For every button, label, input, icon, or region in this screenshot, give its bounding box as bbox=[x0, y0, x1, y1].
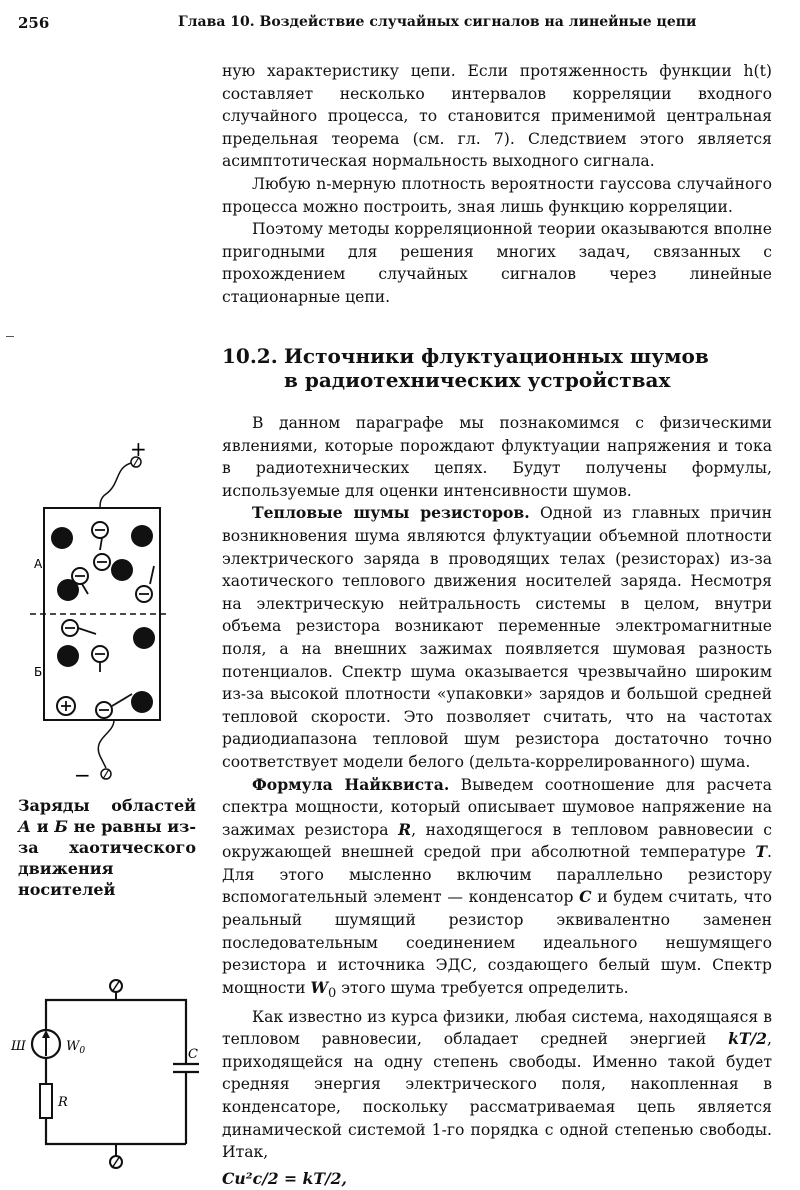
resistor-charges-figure bbox=[30, 438, 170, 788]
section-title-line-2: в радиотехнических устройствах bbox=[284, 368, 671, 392]
page-number: 256 bbox=[18, 14, 50, 32]
resistor-label: R bbox=[58, 1095, 68, 1110]
region-a-label: А bbox=[34, 557, 43, 571]
body-paragraph-4: Как известно из курса физики, любая система, находящаяся в тепловом равновесии, обладает средней энергией kT/2, приходящейся на одну степень свободы. Именно такой будет средняя энергия электрического поля, накопленная в конденсаторе, поскольку рассматриваемая цепь является динамической системой 1-го порядка с одной степенью свободы. Итак, bbox=[222, 1007, 772, 1162]
thermal-noise-heading: Тепловые шумы резисторов. bbox=[252, 503, 530, 523]
running-head: Глава 10. Воздействие случайных сигналов на линейные цепи bbox=[178, 14, 697, 30]
intro-paragraph-1: ную характеристику цепи. Если протяженность функции h(t) составляет несколько интервалов корреляции входного случайного процесса, то становится применимой центральная предельная теорема (см. гл. 7). Следствием этого является асимптотическая нормальность выходного сигнала. bbox=[222, 62, 772, 171]
equation: Cu²c/2 = kT/2, bbox=[222, 1168, 347, 1188]
capacitor-label: C bbox=[188, 1047, 198, 1062]
section-heading bbox=[222, 344, 772, 392]
intro-text bbox=[222, 60, 772, 309]
section-number: 10.2. bbox=[222, 344, 278, 368]
body-paragraph-1: В данном параграфе мы познакомимся с физическими явлениями, которые порождают флуктуации напряжения и тока в радиотехнических цепях. Будут получены формулы, используемые для оценки интенсивности шумов. bbox=[222, 414, 772, 500]
body-paragraph-2: Тепловые шумы резисторов. Одной из главных причин возникновения шума являются флуктуации объемной плотности электрического заряда в проводящих телах (резисторах) из-за хаотического теплового движения носителей заряда. Несмотря на электрическую нейтральность системы в целом, внутри объема резистора возникают переменные электромагнитные поля, а на внешних зажимах появляется шумовая разность потенциалов. Спектр шума оказывается чрезвычайно широким из-за высокой плотности «упаковки» зарядов и большой средней тепловой скорости. Это позволяет считать, что на частотах радиодиапазона тепловой шум резистора достаточно точно соответствует модели белого (дельта-коррелированного) шума. bbox=[222, 503, 773, 771]
plus-terminal-label: + bbox=[130, 438, 147, 461]
body-paragraph-3: Формула Найквиста. Выведем соотношение для расчета спектра мощности, который описывает шумовое напряжение на зажимах резистора R, находящегося в тепловом равновесии с окружающей внешней средой при абсолютной температуре T. Для этого мысленно включим параллельно резистору вспомогательный элемент — конденсатор C и будем считать, что реальный шумящий резистор эквивалентно заменен последовательным соединением идеального нешумящего резистора и источника ЭДС, создающего белый шум. Спектр мощности $W_0$ этого шума требуется определить. bbox=[222, 774, 772, 1001]
page-header bbox=[18, 14, 780, 36]
minus-terminal-label: − bbox=[74, 763, 91, 787]
noise-source-label: Ш bbox=[11, 1039, 26, 1054]
margin-mark bbox=[6, 336, 14, 337]
intro-paragraph-2: Любую n-мерную плотность вероятности гауссова случайного процесса можно построить, зная лишь функцию корреляции. bbox=[222, 174, 772, 216]
nyquist-formula-heading: Формула Найквиста. bbox=[252, 774, 450, 794]
intro-paragraph-3: Поэтому методы корреляционной теории оказываются вполне пригодными для решения многих задач, связанных с прохождением случайных сигналов через линейные стационарные цепи. bbox=[222, 220, 772, 306]
spectrum-label: $W_0$ bbox=[66, 1039, 86, 1056]
region-b-label: Б bbox=[34, 665, 43, 679]
equivalent-circuit-figure bbox=[8, 972, 208, 1177]
section-title-line-1: Источники флуктуационных шумов bbox=[284, 344, 709, 368]
body-text bbox=[222, 412, 772, 1190]
figure-caption: Заряды областей А и Б не равны из-за хаотического движения носителей bbox=[18, 796, 197, 899]
